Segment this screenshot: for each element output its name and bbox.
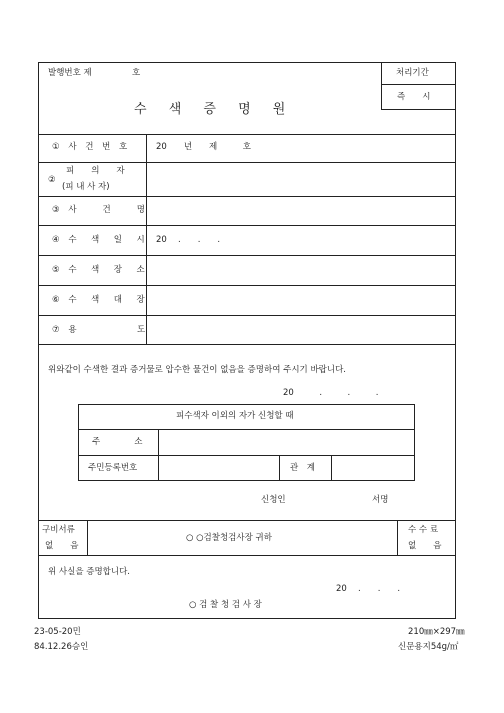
request-statement: 위와같이 수색한 결과 증거물로 압수한 물건이 없음을 증명하여 주시기 바랍니다.: [48, 365, 346, 375]
addressee-row-bottom: [38, 555, 456, 556]
paper-size: 210㎜×297㎜: [408, 627, 465, 637]
fee-label: 수 수 료: [408, 525, 439, 535]
frame-right: [455, 62, 456, 619]
issuer: ○ 검 찰 청 검 사 장: [189, 600, 262, 610]
suspect-label: 피 의 자: [66, 166, 125, 176]
purpose-label: ⑦ 용 도: [52, 325, 149, 335]
paper-type: 신문용지54g/㎡: [398, 642, 459, 652]
inner-box-bottom: [78, 480, 415, 481]
frame-left: [38, 62, 39, 619]
search-datetime-label: ④ 수 색 일 시: [52, 235, 148, 245]
signature-label: 서명: [372, 495, 389, 505]
issue-number-ho: 호: [132, 68, 141, 78]
approval-date: 84.12.26승인: [34, 642, 89, 652]
document-title: 수 색 증 명 원: [134, 102, 295, 117]
certification-statement: 위 사실을 증명합니다.: [48, 567, 131, 577]
addressee: ○ ○검찰청검사장 귀하: [186, 533, 272, 543]
search-datetime-value: 20 . . .: [156, 235, 221, 245]
issue-number-label: 발행번호 제: [48, 68, 92, 78]
address-label: 주 소: [92, 437, 143, 447]
inner-box-top: [78, 404, 415, 405]
relation-label: 관 계: [290, 463, 315, 473]
inner-box-title: 피수색자 이외의 자가 신청할 때: [176, 411, 294, 421]
suspect-label-sub: (피 내 사 자): [62, 182, 110, 192]
frame-bottom: [38, 618, 456, 619]
required-docs-value: 없 음: [45, 541, 79, 551]
certification-date: 20 . . .: [336, 584, 401, 594]
processing-split: [381, 84, 456, 85]
processing-period-value: 즉 시: [397, 92, 431, 102]
form-number: 23-05-20민: [34, 627, 81, 637]
rows-bottom: [38, 344, 456, 345]
processing-period-label: 처리기간: [396, 68, 429, 78]
case-number-label: ① 사 건 번 호: [52, 142, 131, 152]
processing-bottom: [381, 109, 456, 110]
rows-top: [38, 134, 456, 135]
case-number-value: 20 년 제 호: [156, 142, 251, 152]
addressee-row-top: [38, 520, 456, 521]
applicant-label: 신청인: [261, 495, 286, 505]
processing-divider: [381, 62, 382, 110]
frame-top: [38, 62, 456, 63]
case-name-label: ③ 사 건 명: [52, 205, 148, 215]
required-docs-label: 구비서류: [42, 525, 75, 535]
fee-value: 없 음: [408, 541, 442, 551]
search-place-label: ⑤ 수 색 장 소: [52, 265, 148, 275]
id-number-label: 주민등록번호: [88, 463, 138, 473]
search-leader-label: ⑥ 수 색 대 장: [52, 295, 148, 305]
suspect-marker: ②: [48, 175, 56, 185]
request-date: 20 . . .: [283, 388, 379, 398]
